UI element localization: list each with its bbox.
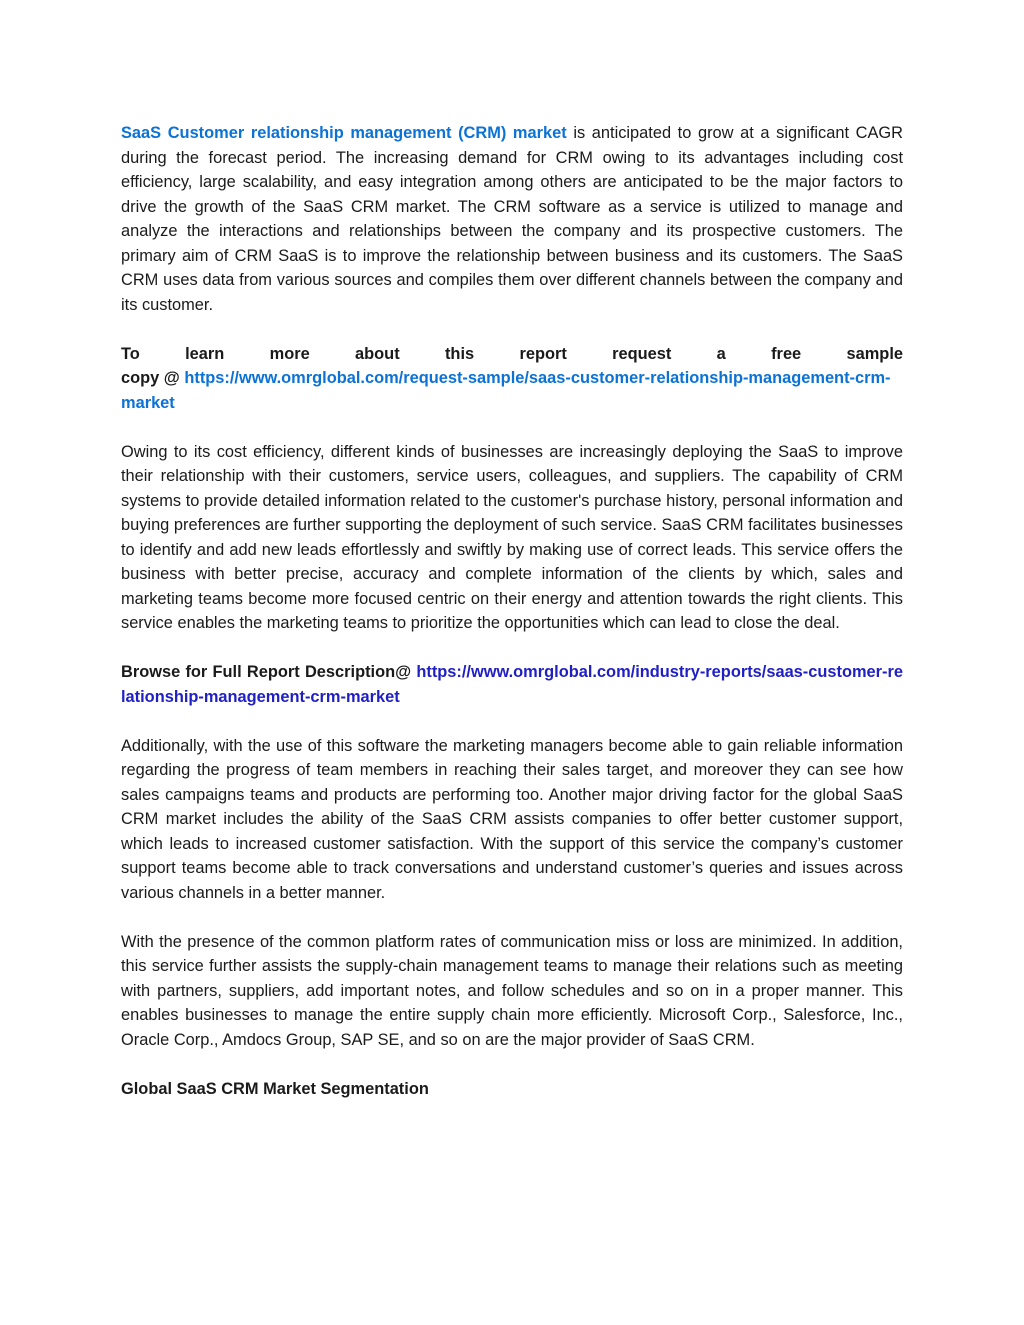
section-heading: Global SaaS CRM Market Segmentation [121,1079,429,1098]
paragraph-supply-chain: With the presence of the common platform rates of communication miss or loss are minimized. In addition, this service further assists the supply-chain management teams to manage their relations such as meeting with partners, suppliers, add important notes, and follow schedules and so on in a proper manner. This enables businesses to manage the entire supply chain more efficiently. Microsoft Corp., Salesforce, Inc., Oracle Corp., Amdocs Group, SAP SE, and so on are the major provider of SaaS CRM. [121,932,903,1049]
sample-copy-label: copy @ [121,369,185,387]
paragraph-cost-efficiency: Owing to its cost efficiency, different kinds of businesses are increasingly deploying the SaaS to improve their relationship with their customers, service users, colleagues, and suppliers. The capability of CRM systems to provide detailed information related to the customer's purchase history, personal information and buying preferences are further supporting the deployment of such service. SaaS CRM facilitates businesses to identify and add new leads effortlessly and swiftly by making use of correct leads. This service offers the business with better precise, accuracy and complete information of the clients by which, sales and marketing teams become more focused centric on their energy and attention towards the right clients. This service enables the marketing teams to prioritize the opportunities which can lead to close the deal. [121,442,903,632]
intro-paragraph [121,121,903,317]
spacer [121,415,903,440]
paragraph-marketing-managers: Additionally, with the use of this software the marketing managers become able to gain reliable information regarding the progress of team members in reaching their sales target, and moreover they can see how sales campaigns teams and products are performing too. Another major driving factor for the global SaaS CRM market includes the ability of the SaaS CRM assists companies to offer better customer support, which leads to increased customer satisfaction. With the support of this service the company’s customer support teams become able to track conversations and understand customer’s queries and issues across various channels in a better manner. [121,736,903,902]
sample-request-link[interactable]: https://www.omrglobal.com/request-sample/saas-customer-relationship-management-crm-market [121,369,891,412]
full-report-link[interactable]: https://www.omrglobal.com/industry-reports/saas-customer-relationship-management-crm-market [121,663,903,706]
intro-text: is anticipated to grow at a significant CAGR during the forecast period. The increasing demand for CRM owing to its advantages including cost efficiency, large scalability, and easy integration among others are anticipated to be the major factors to drive the growth of the SaaS CRM market. The CRM software as a service is utilized to manage and analyze the interactions and relationships between the company and its prospective customers. The primary aim of CRM SaaS is to improve the relationship between business and its customers. The SaaS CRM uses data from various sources and compiles them over different channels between the company and its customer. [121,124,903,314]
spacer [121,1052,903,1077]
sample-request-line: To learn more about this report request a free sample [121,344,903,363]
spacer [121,709,903,734]
spacer [121,317,903,342]
full-report-label: Browse for Full Report Description@ [121,663,417,681]
spacer [121,905,903,930]
full-report-line [121,660,903,709]
document-body [121,121,903,1101]
sample-request-copy [121,366,903,415]
spacer [121,636,903,661]
market-title-link[interactable]: SaaS Customer relationship management (CRM) market [121,124,567,142]
